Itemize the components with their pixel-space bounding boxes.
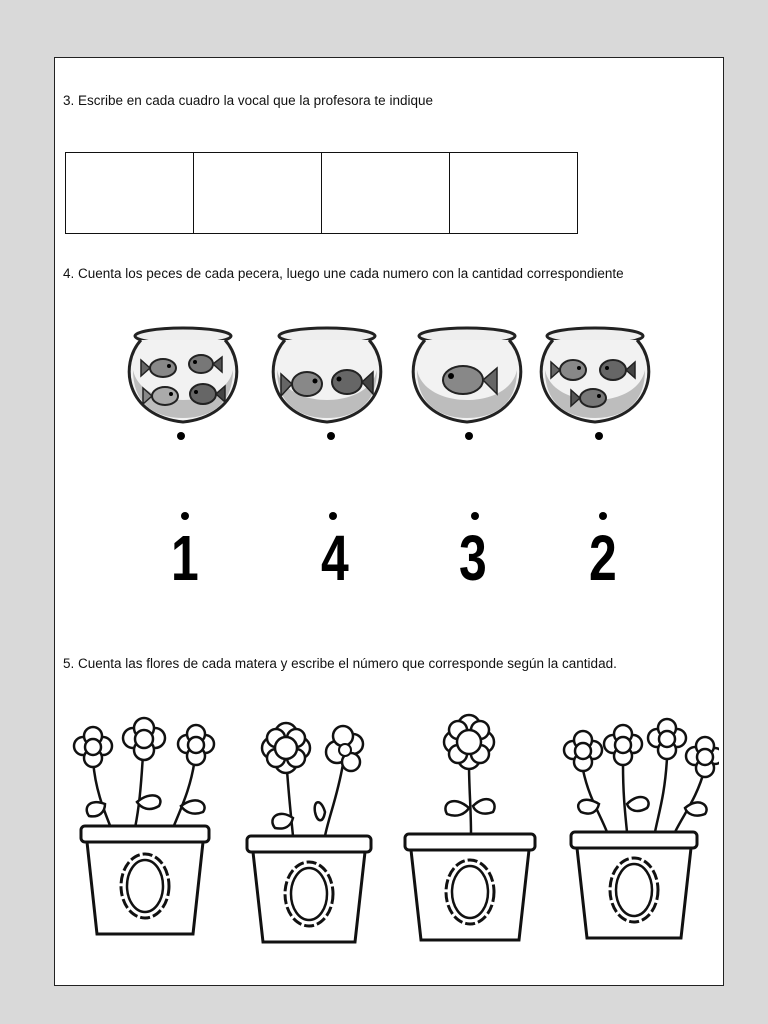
bowl-dot-4[interactable] [595, 432, 603, 440]
number-dot-2[interactable] [329, 512, 337, 520]
number-label-2: 4 [321, 522, 349, 594]
vowel-box-2[interactable] [193, 152, 322, 234]
number-label-4: 2 [589, 522, 617, 594]
flowerpot-icon [395, 708, 545, 948]
section4-instruction: 4. Cuenta los peces de cada pecera, luego une cada numero con la cantidad correspondiente [63, 266, 624, 281]
number-dot-4[interactable] [599, 512, 607, 520]
vowel-box-3[interactable] [321, 152, 450, 234]
bowl-dot-2[interactable] [327, 432, 335, 440]
vowel-boxes [65, 152, 578, 234]
number-label-3: 3 [459, 522, 487, 594]
fishbowl-matching-area [121, 320, 657, 594]
fishbowl-icon [265, 324, 389, 428]
flower-icon [564, 731, 602, 771]
flower-icon [686, 737, 719, 777]
number-dot-3[interactable] [471, 512, 479, 520]
vowel-box-1[interactable] [65, 152, 194, 234]
flower-icon [604, 725, 642, 765]
number-label-1: 1 [171, 522, 199, 594]
flower-icon [326, 726, 363, 771]
flowerpots-row [69, 708, 719, 958]
flower-icon [262, 723, 310, 773]
vowel-box-4[interactable] [449, 152, 578, 234]
section3-instruction: 3. Escribe en cada cuadro la vocal que la profesora te indique [63, 93, 433, 108]
bowl-dot-3[interactable] [465, 432, 473, 440]
fishbowl-icon [405, 324, 529, 428]
worksheet-page [54, 57, 724, 986]
number-dot-1[interactable] [181, 512, 189, 520]
flower-icon [178, 725, 214, 765]
flowerpot-icon [549, 708, 719, 948]
bowl-dot-1[interactable] [177, 432, 185, 440]
flowerpot-icon [69, 708, 219, 948]
flower-icon [123, 718, 165, 760]
section5-instruction: 5. Cuenta las flores de cada matera y escribe el número que corresponde según la cantidad. [63, 656, 617, 671]
flower-icon [444, 715, 494, 769]
fishbowl-icon [121, 324, 245, 428]
fishbowl-icon [533, 324, 657, 428]
flowerpot-icon [233, 708, 383, 948]
flower-icon [74, 727, 112, 767]
flower-icon [648, 719, 686, 759]
